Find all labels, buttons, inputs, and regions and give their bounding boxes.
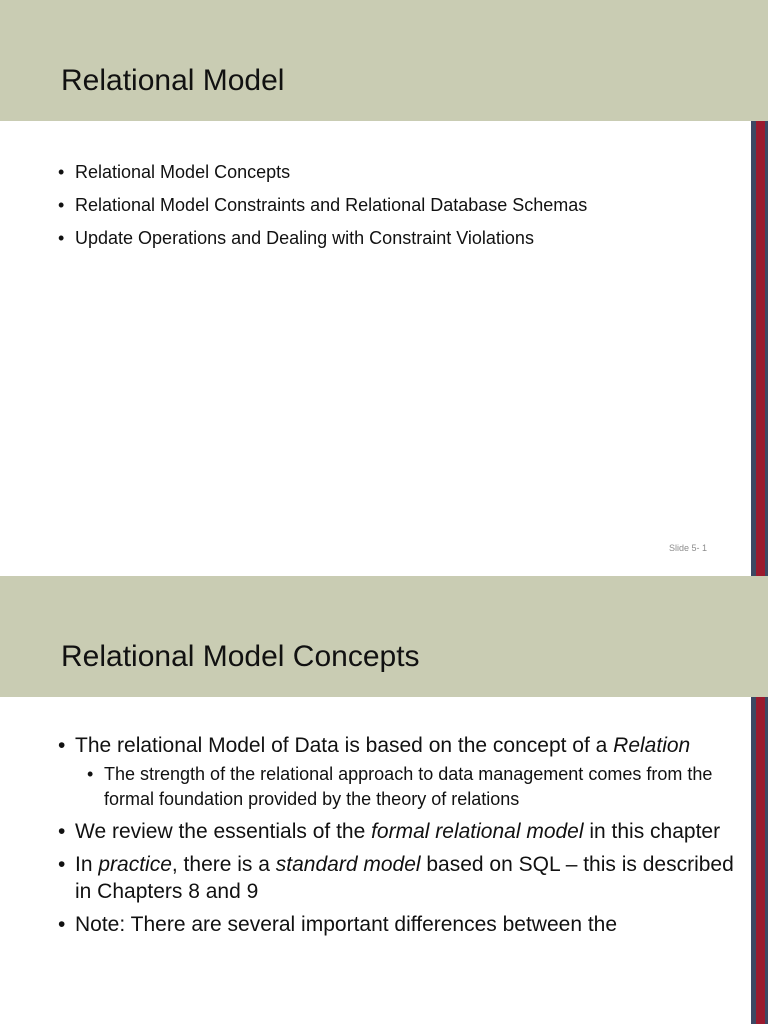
bullet-item: • In practice, there is a standard model based on SQL – this is described in Chapters 8 and 9	[58, 851, 738, 905]
slide-title: Relational Model	[61, 64, 285, 97]
accent-bar	[751, 121, 768, 576]
accent-bar	[751, 697, 768, 1024]
bullet-item: • Relational Model Constraints and Relational Database Schemas	[58, 189, 587, 222]
bullet-item: • Note: There are several important differences between the	[58, 911, 738, 938]
sub-bullet-list	[75, 762, 738, 812]
slide-title: Relational Model Concepts	[61, 640, 420, 673]
title-band	[0, 0, 768, 121]
bullet-item: • Update Operations and Dealing with Constraint Violations	[58, 222, 587, 255]
bullet-list	[58, 732, 738, 944]
bullet-item: • We review the essentials of the formal relational model in this chapter	[58, 818, 738, 845]
bullet-item: • The relational Model of Data is based on the concept of a Relation • The strength of the relational approach to data management comes from the formal foundation provided by the theory of relations	[58, 732, 738, 812]
title-band	[0, 576, 768, 697]
slide-number: Slide 5- 1	[668, 543, 707, 553]
bullet-item: • Relational Model Concepts	[58, 156, 587, 189]
sub-bullet-item: • The strength of the relational approach to data management comes from the formal foundation provided by the theory of relations	[87, 762, 738, 812]
bullet-list	[58, 156, 587, 255]
